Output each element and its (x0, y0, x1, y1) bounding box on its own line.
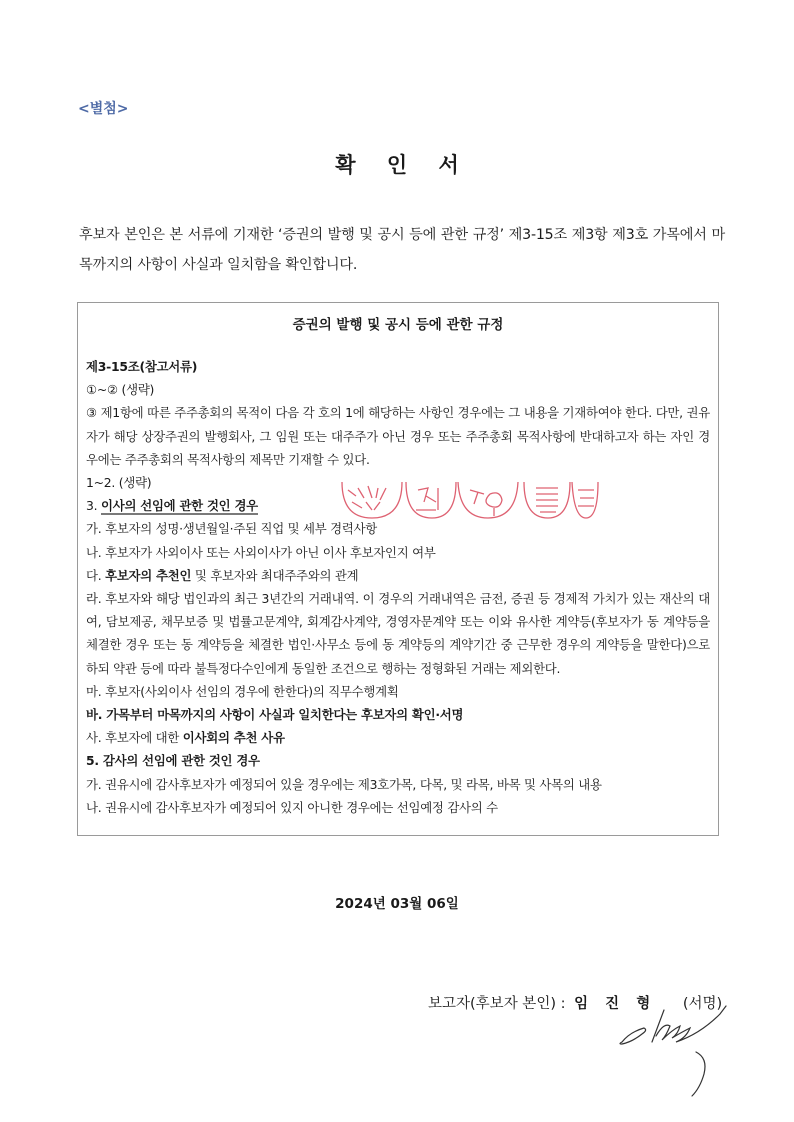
regulation-box (77, 302, 719, 836)
item-ba-bold: 가목부터 마목까지의 사항이 사실과 일치한다는 후보자의 확인·서명 (106, 707, 464, 723)
attachment-label: <별첨> (78, 101, 129, 117)
item-ma: 마. 후보자(사외이사 선임의 경우에 한한다)의 직무수행계획 (86, 683, 399, 699)
item-ga5: 가. 권유시에 감사후보자가 예정되어 있을 경우에는 제3호가목, 다목, 및 라목, 바목 및 사목의 내용 (86, 776, 602, 792)
page-title: 확 인 서 (335, 153, 471, 177)
item-da-bold: 후보자의 추천인 (105, 567, 192, 583)
sub-3-title: 이사의 선임에 관한 것인 경우 (101, 498, 258, 514)
item-ba-prefix: 바. (86, 707, 107, 723)
item-sa-prefix: 사. 후보자에 대한 (86, 730, 183, 746)
regulation-body (86, 355, 710, 819)
reporter-name: 임 진 형 (574, 996, 657, 1012)
sub-5: 5. 감사의 선임에 관한 것인 경우 (86, 753, 260, 769)
sub-3-number: 3. (86, 498, 102, 514)
item-da-rest: 및 후보자와 최대주주와의 관계 (191, 567, 359, 583)
regulation-title: 증권의 발행 및 공시 등에 관한 규정 (292, 317, 504, 333)
clause-3: ③ 제1항에 따른 주주총회의 목적이 다음 각 호의 1에 해당하는 사항인 경우에는 그 내용을 기재하여야 한다. 다만, 권유자가 해당 상장주권의 발행회사, 그 임원 또는 대주주가 아닌 경우 또는 주주총회 목적사항에 반대하고자 하는 자인 경우에는 주주총회의 목적사항의 제목만 기재할 수 있다. (86, 405, 710, 467)
item-ra: 라. 후보자와 해당 법인과의 최근 3년간의 거래내역. 이 경우의 거래내역은 금전, 증권 등 경제적 가치가 있는 재산의 대여, 담보제공, 채무보증 및 법률고문계약, 회계감사계약, 경영자문계약 또는 이와 유사한 계약등(후보자가 동 계약등을 체결한 경우 또는 동 계약등을 체결한 법인·사무소 등에 동 계약등의 계약기간 중 근무한 경우의 계약등을 말한다)으로 하되 약관 등에 따라 불특정다수인에게 동일한 조건으로 행하는 정형화된 거래는 제외한다. (86, 591, 710, 676)
item-sa-bold: 이사회의 추천 사유 (182, 730, 285, 746)
clause-1-2: ①~② (생략) (86, 382, 155, 398)
handwritten-signature-icon (612, 990, 762, 1100)
item-na5: 나. 권유시에 감사후보자가 예정되어 있지 아니한 경우에는 선임예정 감사의 수 (86, 799, 498, 815)
item-ba (86, 703, 710, 726)
item-na: 나. 후보자가 사외이사 또는 사외이사가 아닌 이사 후보자인지 여부 (86, 544, 436, 560)
signature-label: (서명) (682, 996, 723, 1012)
article-heading: 제3-15조(참고서류) (86, 359, 198, 374)
item-da (86, 564, 710, 587)
seal-stamp-icon (340, 480, 600, 520)
sub-1-2: 1~2. (생략) (86, 475, 152, 491)
item-sa (86, 726, 710, 749)
item-ga: 가. 후보자의 성명·생년월일·주된 직업 및 세부 경력사항 (86, 521, 378, 537)
intro-paragraph: 후보자 본인은 본 서류에 기재한 ‘증권의 발행 및 공시 등에 관한 규정’ 제3-15조 제3항 제3호 가목에서 마목까지의 사항이 사실과 일치함을 확인합니다. (79, 227, 725, 273)
reporter-label: 보고자(후보자 본인) : (428, 996, 566, 1012)
document-date: 2024년 03월 06일 (335, 896, 459, 912)
item-da-prefix: 다. (86, 567, 106, 583)
